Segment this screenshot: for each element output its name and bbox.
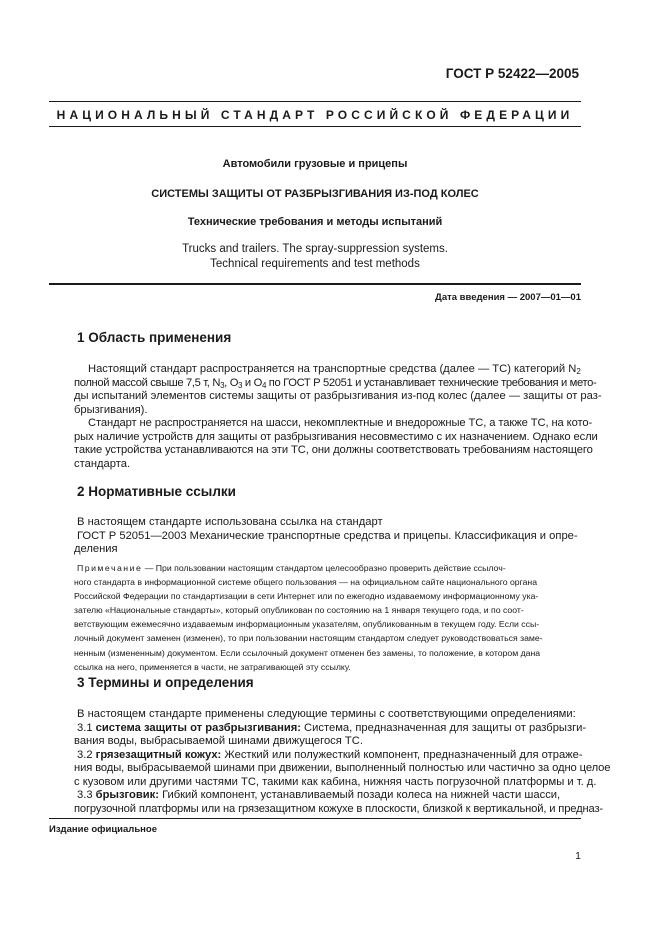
subscript: 2 [576,367,581,376]
term-3-1 [74,721,587,736]
text-line [74,376,597,391]
text-span: по ГОСТ Р 52051 и устанавливает технические требования и мето- [266,376,597,389]
edition-label: Издание официальное [49,824,157,835]
term-number: 3.2 [77,748,96,761]
text-span: — При пользовании настоящим стандартом целесообразно проверить действие ссылоч- [142,563,506,573]
text-span: Настоящий стандарт распространяется на транспортные средства (далее — ТС) категорий N [88,363,577,375]
english-title-line-2: Technical requirements and test methods [210,258,420,270]
term-3-3 [74,789,581,803]
note-line: лочный документ заменен (изменен), то при пользовании настоящим стандартом следует руководствоваться заме- [74,633,543,644]
section-2-note [74,561,581,674]
standard-number: ГОСТ Р 52422—2005 [445,66,579,81]
subscript: 3 [220,380,225,390]
section-1-heading: 1 Область применения [77,330,232,345]
note-line: зателю «Национальные стандарты», который опубликован по состоянию на 1 января текущего года, и по соот- [74,605,524,616]
note-label: Примечание [77,563,143,573]
text-span: Жесткий или полужесткий компонент, предназначенный для отраже- [221,748,583,761]
note-line: ненным (измененным) документом. Если ссылочный документ отменен без замены, то положение, в котором дана [74,647,541,658]
section-1-paragraph-1 [74,363,602,417]
text-line: В настоящем стандарте использована ссылка на стандарт [77,516,383,528]
text-line: ния воды, выбрасываемой шинами при движении, выполненный полностью или частично за одно целое [74,762,611,774]
text-line: с кузовом или другими частями ТС, такими как кабина, нижняя часть погрузочной платформы и т. д. [74,775,597,788]
section-2-paragraph-1 [74,516,581,557]
text-span: , O [224,376,239,389]
note-line: ссылка на него, применяется в части, не затрагивающей эту ссылку. [74,661,351,672]
title-block-rule [49,283,581,285]
reference-line-1: ГОСТ Р 52051—2003 Механические транспортные средства и прицепы. Классификация и опре- [77,529,578,542]
text-line: погрузочной платформы или на грязезащитном кожухе в плоскости, близкой к вертикальной, и предназ- [74,802,604,815]
text-span: и O [242,376,262,389]
section-3-body [74,708,611,816]
section-2-heading: 2 Нормативные ссылки [77,484,236,499]
subscript: 3 [238,380,243,390]
text-line: вания воды, выбрасываемой шинами движущегося ТС. [74,735,363,747]
term-number: 3.3 [77,789,96,801]
note-line: ного стандарта в информационной системе общего пользования — на официальном сайте национального органа [74,577,538,588]
text-line: рых наличие устройств для защиты от разбрызгивания несовместимо с их назначением. Однако если [74,430,598,443]
national-standard-banner: НАЦИОНАЛЬНЫЙ СТАНДАРТ РОССИЙСКОЙ ФЕДЕРАЦИИ [56,108,574,122]
section-3-heading: 3 Термины и определения [77,675,254,690]
header-top-rule [49,101,581,102]
subscript: 4 [261,380,267,390]
note-line: ветствующим ежемесячно издаваемым информационным указателям, опубликованным в текущем году. Если ссы- [74,619,540,630]
header-bottom-rule [49,126,581,127]
reference-line-2: деления [74,543,118,555]
text-span: Гибкий компонент, устанавливаемый позади колеса на нижней части шасси, [158,789,561,801]
page-number: 1 [575,850,581,862]
section-1-paragraph-2 [74,417,598,471]
text-line: брызгивания). [74,403,148,416]
document-title: СИСТЕМЫ ЗАЩИТЫ ОТ РАЗБРЫЗГИВАНИЯ ИЗ-ПОД КОЛЕС [151,188,479,200]
term-3-2 [74,749,581,763]
english-title-line-1: Trucks and trailers. The spray-suppression systems. [182,243,448,255]
text-line: такие устройства устанавливаются на эти ТС, они должны соответствовать требованиям настоящего [74,444,593,456]
text-line: Стандарт не распространяется на шасси, некомплектные и внедорожные ТС, а также ТС, на кото- [88,417,593,429]
text-span: полной массой свыше 7,5 т, N [74,376,221,389]
term-name: грязезащитный кожух: [95,748,222,761]
term-name: система защиты от разбрызгивания: [95,721,301,734]
footer-rule [49,818,581,819]
text-line: ды испытаний элементов системы защиты от разбрызгивания из-под колес (далее — защиты от раз- [74,390,602,402]
note-line [74,561,581,575]
term-name: брызговик: [95,789,159,801]
term-number: 3.1 [77,721,96,734]
note-line: Российской Федерации по стандартизации в сети Интернет или по ежегодно издаваемому информационному ука- [74,591,539,602]
text-line [74,363,581,377]
date-of-introduction: Дата введения — 2007—01—01 [435,292,581,303]
text-span: Система, предназначенная для защиты от разбрызги- [300,721,587,734]
document-subtitle-2: Технические требования и методы испытаний [187,216,443,228]
document-subtitle: Автомобили грузовые и прицепы [222,158,408,170]
text-line: стандарта. [74,457,131,470]
text-line: В настоящем стандарте применены следующие термины с соответствующими определениями: [77,708,576,720]
